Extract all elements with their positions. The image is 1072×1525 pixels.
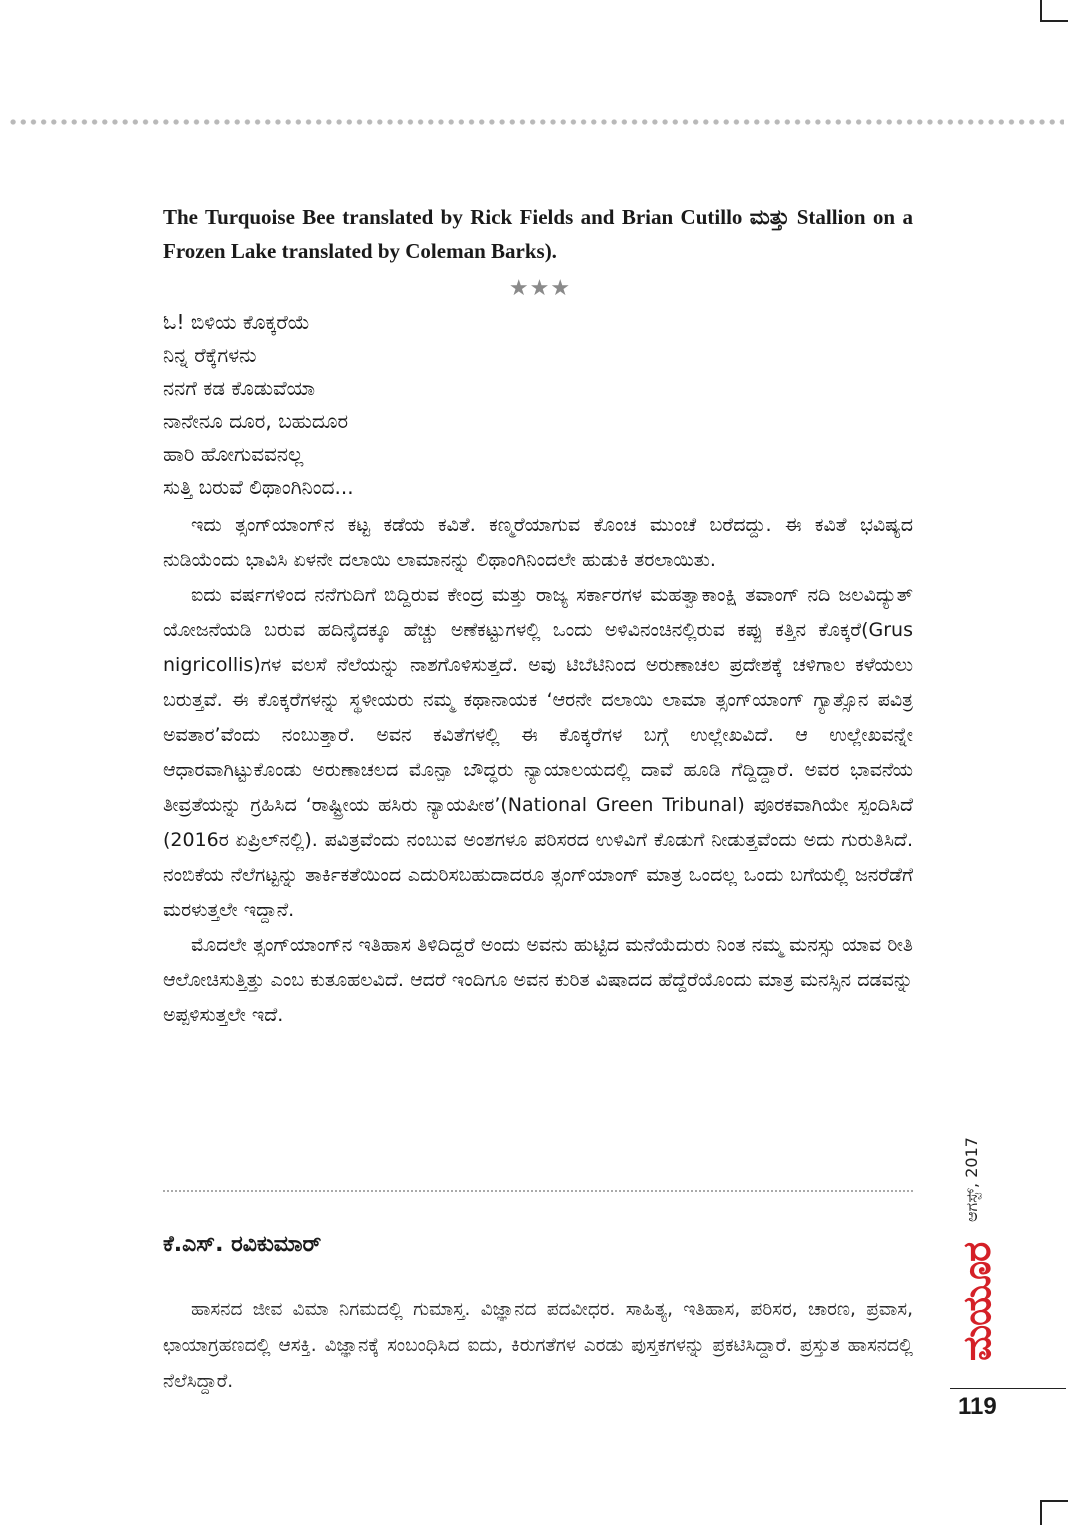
author-bio: ಹಾಸನದ ಜೀವ ವಿಮಾ ನಿಗಮದಲ್ಲಿ ಗುಮಾಸ್ತ. ವಿಜ್ಞಾನದ ಪದವೀಧರ. ಸಾಹಿತ್ಯ, ಇತಿಹಾಸ, ಪರಿಸರ, ಚಾರಣ, ಪ್ರವಾಸ, ಛಾಯಾಗ್ರಹಣದಲ್ಲಿ ಆಸಕ್ತಿ. ವಿಜ್ಞಾನಕ್ಕೆ ಸಂಬಂಧಿಸಿದ ಐದು, ಕಿರುಗತೆಗಳ ಎರಡು ಪುಸ್ತಕಗಳನ್ನು ಪ್ರಕಟಿಸಿದ್ದಾರೆ. ಪ್ರಸ್ತುತ ಹಾಸನದಲ್ಲಿ ನೆಲೆಸಿದ್ದಾರೆ. [163,1299,913,1392]
poem [163,306,763,504]
magazine-logo: ಮಯೂರ [955,1242,999,1362]
author-name: ಕೆ.ಎಸ್. ರವಿಕುಮಾರ್ [163,1232,322,1257]
author-section-divider [163,1190,913,1192]
body-paragraph: ಇದು ತ್ಸಂಗ್‌ಯಾಂಗ್‌ನ ಕಟ್ಟ ಕಡೆಯ ಕವಿತೆ. ಕಣ್ಮರೆಯಾಗುವ ಕೊಂಚ ಮುಂಚೆ ಬರೆದದ್ದು. ಈ ಕವಿತೆ ಭವಿಷ್ಯದ ನುಡಿಯೆಂದು ಭಾವಿಸಿ ಏಳನೇ ದಲಾಯಿ ಲಾಮಾನನ್ನು ಲಿಥಾಂಗಿನಿಂದಲೇ ಹುಡುಕಿ ತರಲಾಯಿತು. [163,514,913,571]
page-number-rule [950,1388,1066,1389]
body-paragraph: ಮೊದಲೇ ತ್ಸಂಗ್‌ಯಾಂಗ್‌ನ ಇತಿಹಾಸ ತಿಳಿದಿದ್ದರೆ ಅಂದು ಅವನು ಹುಟ್ಟಿದ ಮನೆಯೆದುರು ನಿಂತ ನಮ್ಮ ಮನಸ್ಸು ಯಾವ ರೀತಿ ಆಲೋಚಿಸುತ್ತಿತ್ತು ಎಂಬ ಕುತೂಹಲವಿದೆ. ಆದರೆ ಇಂದಿಗೂ ಅವನ ಕುರಿತ ವಿಷಾದದ ಹೆದ್ದೆರೆಯೊಂದು ಮಾತ್ರ ಮನಸ್ಸಿನ ದಡವನ್ನು ಅಪ್ಪಳಿಸುತ್ತಲೇ ಇದೆ. [163,934,913,1026]
section-separator-stars: ★★★ [508,276,572,301]
poem-line: ಹಾರಿ ಹೋಗುವವನಲ್ಲ [163,442,304,466]
poem-line: ಓ! ಬಿಳಿಯ ಕೊಕ್ಕರೆಯೆ [163,310,310,334]
poem-line: ನನಗೆ ಕಡ ಕೊಡುವೆಯಾ [163,376,316,400]
crop-mark-top [1040,0,1068,22]
page-number: 119 [958,1393,997,1420]
poem-line: ಸುತ್ತಿ ಬರುವೆ ಲಿಥಾಂಗಿನಿಂದ... [163,475,354,499]
body-paragraph: ಐದು ವರ್ಷಗಳಿಂದ ನನೆಗುದಿಗೆ ಬಿದ್ದಿರುವ ಕೇಂದ್ರ ಮತ್ತು ರಾಜ್ಯ ಸರ್ಕಾರಗಳ ಮಹತ್ವಾಕಾಂಕ್ಷಿ ತವಾಂಗ್ ನದಿ ಜಲವಿದ್ಯುತ್ ಯೋಜನೆಯಡಿ ಬರುವ ಹದಿನೈದಕ್ಕೂ ಹೆಚ್ಚು ಅಣೆಕಟ್ಟುಗಳಲ್ಲಿ ಒಂದು ಅಳಿವಿನಂಚಿನಲ್ಲಿರುವ ಕಪ್ಪು ಕತ್ತಿನ ಕೊಕ್ಕರೆ(Grus nigricollis)ಗಳ ವಲಸೆ ನೆಲೆಯನ್ನು ನಾಶಗೊಳಿಸುತ್ತದೆ. ಅವು ಟಿಬೆಟಿನಿಂದ ಅರುಣಾಚಲ ಪ್ರದೇಶಕ್ಕೆ ಚಳಿಗಾಲ ಕಳೆಯಲು ಬರುತ್ತವೆ. ಈ ಕೊಕ್ಕರೆಗಳನ್ನು ಸ್ಥಳೀಯರು ನಮ್ಮ ಕಥಾನಾಯಕ ‘ಆರನೇ ದಲಾಯಿ ಲಾಮಾ ತ್ಸಂಗ್‌ಯಾಂಗ್ ಗ್ಯಾತ್ಸೊನ ಪವಿತ್ರ ಅವತಾರ’ವೆಂದು ನಂಬುತ್ತಾರೆ. ಅವನ ಕವಿತೆಗಳಲ್ಲಿ ಈ ಕೊಕ್ಕರೆಗಳ ಬಗ್ಗೆ ಉಲ್ಲೇಖವಿದೆ. ಆ ಉಲ್ಲೇಖವನ್ನೇ ಆಧಾರವಾಗಿಟ್ಟುಕೊಂಡು ಅರುಣಾಚಲದ ಮೊನ್ಪಾ ಬೌದ್ಧರು ನ್ಯಾಯಾಲಯದಲ್ಲಿ ದಾವೆ ಹೂಡಿ ಗೆದ್ದಿದ್ದಾರೆ. ಅವರ ಭಾವನೆಯ ತೀವ್ರತೆಯನ್ನು ಗ್ರಹಿಸಿದ ‘ರಾಷ್ಟ್ರೀಯ ಹಸಿರು ನ್ಯಾಯಪೀಠ’(National Green Tribunal) ಪೂರಕವಾಗಿಯೇ ಸ್ಪಂದಿಸಿದೆ (2016ರ ಏಪ್ರಿಲ್‌ನಲ್ಲಿ). ಪವಿತ್ರವೆಂದು ನಂಬುವ ಅಂಶಗಳೂ ಪರಿಸರದ ಉಳಿವಿಗೆ ಕೊಡುಗೆ ನೀಡುತ್ತವೆಂದು ಅದು ಗುರುತಿಸಿದೆ. ನಂಬಿಕೆಯ ನೆಲೆಗಟ್ಟನ್ನು ತಾರ್ಕಿಕತೆಯಿಂದ ಎದುರಿಸಬಹುದಾದರೂ ತ್ಸಂಗ್‌ಯಾಂಗ್ ಮಾತ್ರ ಒಂದಲ್ಲ ಒಂದು ಬಗೆಯಲ್ಲಿ ಜನರೆಡೆಗೆ ಮರಳುತ್ತಲೇ ಇದ್ದಾನೆ. [163,584,913,921]
article-body [163,508,913,1033]
issue-date: ಆಗಸ್ಟ್, 2017 [962,1137,981,1222]
intro-citation: The Turquoise Bee translated by Rick Fields and Brian Cutillo ಮತ್ತು Stallion on a Frozen Lake translated by Coleman Barks). [163,205,913,263]
poem-line: ನಿನ್ನ ರೆಕ್ಕೆಗಳನು [163,343,257,367]
dotted-header-rule [8,118,1064,126]
crop-mark-bottom [1040,1500,1068,1525]
poem-line: ನಾನೇನೂ ದೂರ, ಬಹುದೂರ [163,409,349,433]
